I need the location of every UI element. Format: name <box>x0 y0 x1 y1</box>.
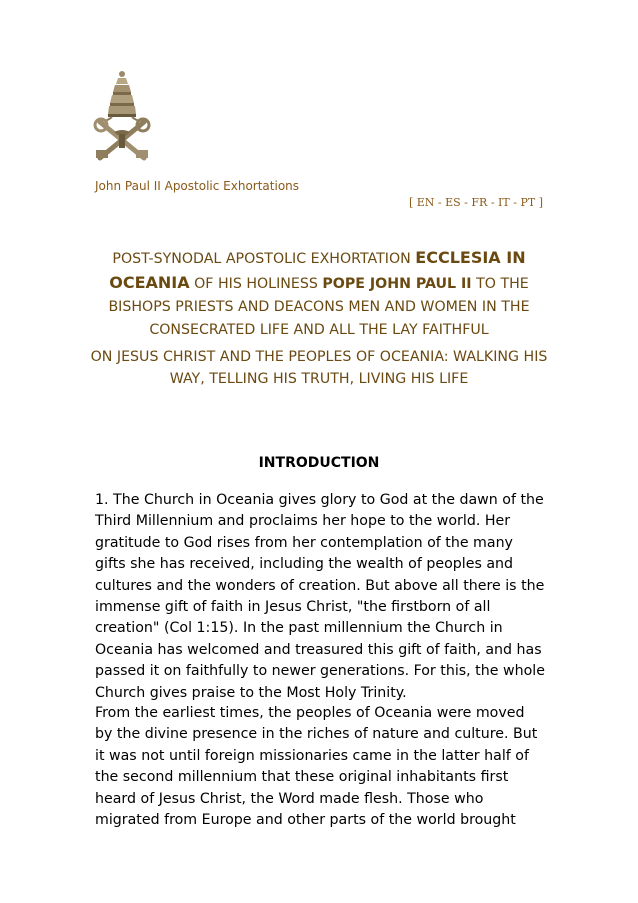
lang-separator: - <box>487 196 499 209</box>
lang-separator: - <box>434 196 446 209</box>
section-heading: INTRODUCTION <box>258 455 380 471</box>
title-author: POPE JOHN PAUL II <box>322 276 472 292</box>
lang-link-fr[interactable]: FR <box>471 196 488 209</box>
lang-link-it[interactable]: IT <box>498 196 510 209</box>
language-selector <box>409 196 543 209</box>
lang-separator: - <box>460 196 472 209</box>
crossed-keys-icon <box>95 119 149 158</box>
title-part: OF HIS HOLINESS <box>189 276 323 292</box>
paragraph: From the earliest times, the peoples of Oceania were moved by the divine presence in the riches of nature and culture. But it was not until foreign missionaries came in the latter half of the second millennium that these original inhabitants first heard of Jesus Christ, the Word made flesh. Those who migrated from Europe and other parts of the world brought <box>95 705 538 829</box>
title-part: TO THE BISHOPS PRIESTS AND DEACONS MEN AND WOMEN IN THE CONSECRATED LIFE AND ALL THE LAY FAITHFUL <box>108 276 530 338</box>
lang-link-en[interactable]: EN <box>416 196 435 209</box>
lang-link-es[interactable]: ES <box>445 196 461 209</box>
lang-link-pt[interactable]: PT <box>520 196 536 209</box>
document-title <box>88 246 550 342</box>
lang-close: ] <box>535 196 543 209</box>
lang-separator: - <box>509 196 521 209</box>
series-link[interactable]: John Paul II Apostolic Exhortations <box>95 179 300 193</box>
title-part: POST-SYNODAL APOSTOLIC EXHORTATION <box>112 251 416 267</box>
lang-open: [ <box>408 196 417 209</box>
title-document-name: ECCLESIA IN OCEANIA <box>109 248 526 292</box>
tiara-icon <box>102 71 142 121</box>
paragraph: 1. The Church in Oceania gives glory to God at the dawn of the Third Millennium and proclaims her hope to the world. Her gratitude to God rises from her contemplation of the many gifts she has received, including the wealth of peoples and cultures and the wonders of creation. But above all there is the immense gift of faith in Jesus Christ, "the firstborn of all creation" (Col 1:15). In the past millennium the Church in Oceania has welcomed and treasured this gift of faith, and has passed it on faithfully to newer generations. For this, the whole Church gives praise to the Most Holy Trinity. <box>95 492 545 701</box>
papal-coat-of-arms-icon <box>92 70 152 162</box>
document-subtitle: ON JESUS CHRIST AND THE PEOPLES OF OCEANIA: WALKING HIS WAY, TELLING HIS TRUTH, LIVING HIS LIFE <box>90 349 548 387</box>
